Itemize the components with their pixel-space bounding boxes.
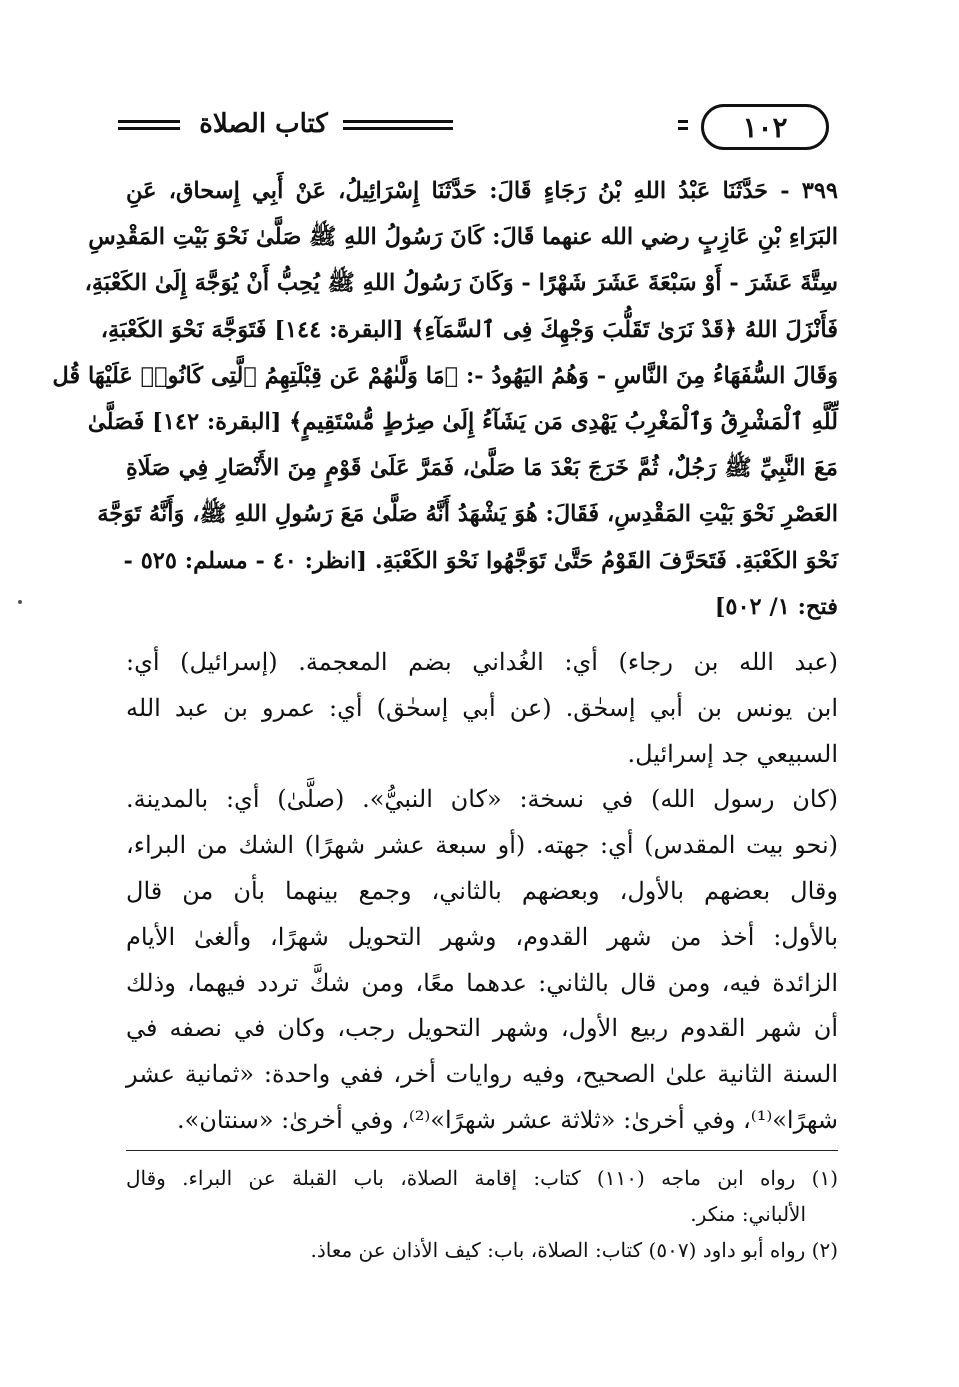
hadith-line: العَصْرِ نَحْوَ بَيْتِ المَقْدِسِ، فَقَالَ: هُوَ يَشْهَدُ أَنَّهُ صَلَّىٰ مَعَ رَسُولِ اللهِ ﷺ، وَأَنَّهُ تَوَجَّهَ (97, 501, 838, 528)
page-number: ١٠٢ (701, 104, 829, 150)
commentary-line: ابن يونس بن أبي إسحٰق. (عن أبي إسحٰق) أي: عمرو بن عبد الله (126, 693, 838, 722)
commentary-line: أن شهر القدوم ربيع الأول، وشهر التحويل رجب، وكان في نصفه في (126, 1014, 838, 1043)
header-rule (343, 120, 453, 130)
footnotes (126, 1160, 838, 1268)
footnote-divider (126, 1150, 838, 1151)
footnote-line: الألباني: منكر. (690, 1202, 806, 1226)
footnote-line: (٢) رواه أبو داود (٥٠٧) كتاب: الصلاة، باب: كيف الأذان عن معاذ. (310, 1238, 838, 1262)
hadith-line: مَعَ النَّبِيِّ ﷺ رَجُلٌ، ثُمَّ خَرَجَ بَعْدَ مَا صَلَّىٰ، فَمَرَّ عَلَىٰ قَوْمٍ مِنَ الأَنْصَارِ فِي صَلَاةِ (126, 455, 838, 482)
hadith-line: وَقَالَ السُّفَهَاءُ مِنَ النَّاسِ - وَهُمُ اليَهُودُ -: ﴿مَا وَلَّىٰهُمْ عَن قِبْلَتِهِمُ ٱلَّتِى كَانُوا۟ عَلَيْهَا قُل (52, 362, 838, 389)
hadith-line: نَحْوَ الكَعْبَةِ. فَتَحَرَّفَ القَوْمُ حَتَّىٰ تَوَجَّهُوا نَحْوَ الكَعْبَةِ. [انظر: ٤٠ - مسلم: ٥٢٥ - (123, 547, 838, 574)
book-title: كتاب الصلاة (199, 109, 328, 139)
hadith-line: لِّلَّهِ ٱلْمَشْرِقُ وَٱلْمَغْرِبُ يَهْدِى مَن يَشَآءُ إِلَىٰ صِرَٰطٍ مُّسْتَقِيمٍ﴾ [البقرة: ١٤٢] فَصَلَّىٰ (87, 408, 838, 435)
commentary-line: شهرًا»⁽¹⁾، وفي أخرىٰ: «ثلاثة عشر شهرًا»⁽²⁾، وفي أخرىٰ: «سنتان». (176, 1105, 838, 1134)
commentary-line: وقال بعضهم بالأول، وبعضهم بالثاني، وجمع بينهما بأن من قال (126, 876, 838, 905)
hadith-line: فتح: ١/ ٥٠٢] (714, 593, 838, 620)
header-rule (678, 120, 688, 130)
commentary-line: (كان رسول الله) في نسخة: «كان النبيُّ». (صلَّىٰ) أي: بالمدينة. (126, 785, 838, 814)
hadith-line: سِتَّةَ عَشَرَ - أَوْ سَبْعَةَ عَشَرَ شَهْرًا - وَكَانَ رَسُولُ اللهِ ﷺ يُحِبُّ أَنْ يُوَجَّهَ إِلَىٰ الكَعْبَةِ، (84, 270, 838, 297)
hadith-line: البَرَاءِ بْنِ عَازِبٍ رضي الله عنهما قَالَ: كَانَ رَسُولُ اللهِ ﷺ صَلَّىٰ نَحْوَ بَيْتِ المَقْدِسِ (88, 224, 838, 251)
commentary-line: السنة الثانية علىٰ الصحيح، وفيه روايات أخر، ففي واحدة: «ثمانية عشر (126, 1060, 838, 1089)
commentary-line: (نحو بيت المقدس) أي: جهته. (أو سبعة عشر شهرًا) الشك من البراء، (126, 831, 838, 860)
commentary-text (126, 640, 838, 1144)
hadith-line: ٣٩٩ - حَدَّثَنَا عَبْدُ اللهِ بْنُ رَجَاءٍ قَالَ: حَدَّثَنَا إِسْرَائِيلُ، عَنْ أَبِي إِسحاق، عَنِ (126, 178, 838, 204)
hadith-line: فَأَنْزَلَ اللهُ ﴿قَدْ نَرَىٰ تَقَلُّبَ وَجْهِكَ فِى ٱلسَّمَآءِ﴾ [البقرة: ١٤٤] فَتَوَجَّهَ نَحْوَ الكَعْبَةِ، (100, 316, 838, 343)
margin-speck (18, 600, 22, 604)
page-header (118, 100, 838, 160)
hadith-text (52, 168, 838, 630)
header-rule (118, 120, 180, 130)
commentary-line: (عبد الله بن رجاء) أي: الغُداني بضم المعجمة. (إسرائيل) أي: (126, 648, 838, 676)
footnote-line: (١) رواه ابن ماجه (١١٠) كتاب: إقامة الصلاة، باب القبلة عن البراء. وقال (126, 1166, 838, 1190)
commentary-line: السبيعي جد إسرائيل. (627, 739, 838, 768)
commentary-line: الزائدة فيه، ومن قال بالثاني: عدهما معًا، ومن شكَّ تردد فيهما، وذلك (126, 968, 838, 997)
commentary-line: بالأول: أخذ من شهر القدوم، وشهر التحويل شهرًا، وألغىٰ الأيام (126, 922, 838, 951)
